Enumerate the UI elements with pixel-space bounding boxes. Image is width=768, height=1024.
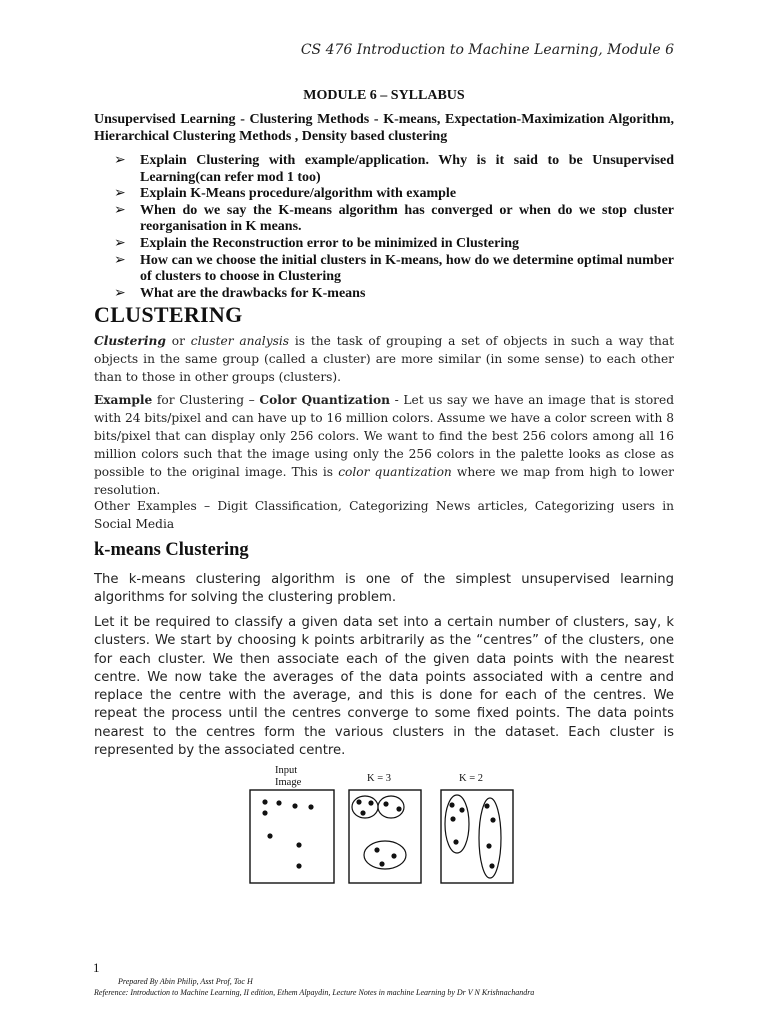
kmeans-intro-paragraph: The k-means clustering algorithm is one of the simplest unsupervised learning algorithms for solving the clustering problem.	[94, 572, 674, 606]
data-point	[308, 804, 313, 809]
syllabus-item	[94, 186, 674, 203]
arrow-bullet-icon: ➢	[114, 285, 126, 301]
syllabus-item-text: Explain the Reconstruction error to be minimized in Clustering	[140, 235, 520, 251]
data-point	[379, 861, 384, 866]
connector-text: or	[165, 334, 191, 348]
data-point	[396, 806, 401, 811]
color-quantization-term: color quantization	[338, 465, 452, 479]
k3-label: K = 3	[367, 773, 392, 784]
data-point	[276, 800, 281, 805]
syllabus-item	[94, 253, 674, 286]
kmeans-procedure-paragraph: Let it be required to classify a given data set into a certain number of clusters, say, k clusters. We start by choosing k points arbitrarily as the “centres” of the clusters, one for each cluster. We then associate each of the given data points with the nearest centre. We now take the averages of the data points associated with a centre and replace the centre with the average, and this is done for each of the centres. We repeat the process until the centres converge to some fixed points. The data points nearest to the centres form the various clusters in the dataset. Each cluster is represented by the associated centre.	[94, 615, 674, 759]
data-point	[486, 843, 491, 848]
data-point	[453, 839, 458, 844]
data-point	[296, 863, 301, 868]
data-point	[449, 802, 454, 807]
syllabus-item	[94, 236, 674, 253]
data-point	[292, 803, 297, 808]
data-point	[489, 863, 494, 868]
clustering-definition-paragraph	[94, 332, 674, 386]
page-number: 1	[93, 960, 100, 975]
data-point	[383, 801, 388, 806]
definition-text: is the task of grouping a set of objects in such a way that objects in the same group (called a cluster) are more similar (in some sense) to each other than to those in other groups (clusters).	[94, 334, 674, 384]
syllabus-item	[94, 286, 674, 303]
input-image-panel	[250, 790, 334, 883]
footer-prepared-by: Prepared By Abin Philip, Asst Prof, Toc H	[118, 977, 253, 986]
term-clustering: Clustering	[94, 334, 166, 348]
data-point	[262, 799, 267, 804]
cluster-ellipse	[364, 841, 406, 869]
syllabus-intro: Unsupervised Learning - Clustering Methods - K-means, Expectation-Maximization Algorithm, Hierarchical Clustering Methods , Density based clustering	[94, 112, 674, 144]
term-cluster-analysis: cluster analysis	[190, 334, 289, 348]
kmeans-figure	[249, 762, 519, 887]
syllabus-list	[94, 153, 674, 302]
arrow-bullet-icon: ➢	[114, 202, 126, 218]
data-point	[450, 816, 455, 821]
data-point	[459, 807, 464, 812]
data-point	[484, 803, 489, 808]
k3-points	[356, 799, 401, 866]
arrow-bullet-icon: ➢	[114, 153, 126, 168]
footer-reference: Reference: Introduction to Machine Learning, II edition, Ethem Alpaydin, Lecture Notes in machine Learning by Dr V N Krishnachandra	[94, 988, 535, 997]
input-image-label-line1: Input	[275, 765, 298, 776]
data-point	[296, 842, 301, 847]
color-quantization-label: Color Quantization	[259, 393, 391, 407]
data-point	[490, 817, 495, 822]
data-point	[262, 810, 267, 815]
example-label: Example	[94, 393, 153, 407]
syllabus-item	[94, 153, 674, 186]
data-point	[267, 833, 272, 838]
syllabus-item-text: How can we choose the initial clusters in K-means, how do we determine optimal number of clusters to choose in Clustering	[140, 252, 674, 285]
example-body-text: - Let us say we have an image that is stored with 24 bits/pixel and can have up to 16 million colors. Assume we have a color screen with 8 bits/pixel that can display only 256 colors. We want to find the best 256 colors among all 16 million colors such that the image using only the 256 colors in the palette looks as close as possible to the original image. This is	[94, 393, 675, 479]
arrow-bullet-icon: ➢	[114, 186, 126, 202]
k2-label: K = 2	[459, 773, 484, 784]
syllabus-item-text: Explain Clustering with example/application. Why is it said to be Unsupervised Learning(can refer mod 1 too)	[140, 153, 674, 185]
k2-points	[449, 802, 495, 868]
data-point	[391, 853, 396, 858]
example-mid-text: for Clustering –	[152, 393, 260, 407]
syllabus-item	[94, 203, 674, 236]
syllabus-item-text: What are the drawbacks for K-means	[140, 285, 366, 301]
syllabus-title: MODULE 6 – SYLLABUS	[303, 88, 465, 103]
arrow-bullet-icon: ➢	[114, 252, 126, 268]
syllabus-item-text: Explain K-Means procedure/algorithm with example	[140, 186, 457, 202]
data-point	[360, 810, 365, 815]
arrow-bullet-icon: ➢	[114, 235, 126, 251]
data-point	[356, 799, 361, 804]
data-point	[368, 800, 373, 805]
input-points	[262, 799, 313, 868]
color-quantization-paragraph	[94, 391, 674, 499]
syllabus-item-text: When do we say the K-means algorithm has converged or when do we stop cluster reorganisation in K means.	[140, 202, 674, 235]
cluster-ellipse	[352, 796, 378, 818]
data-point	[374, 847, 379, 852]
example-end-text: where we map from high to lower resolution.	[94, 465, 674, 497]
other-examples-paragraph: Other Examples – Digit Classification, Categorizing News articles, Categorizing users in Social Media	[94, 499, 674, 531]
input-image-label-line2: Image	[275, 777, 302, 788]
kmeans-heading: k-means Clustering	[94, 540, 249, 560]
clustering-heading: CLUSTERING	[94, 302, 243, 327]
running-header: CS 476 Introduction to Machine Learning, Module 6	[300, 42, 674, 58]
